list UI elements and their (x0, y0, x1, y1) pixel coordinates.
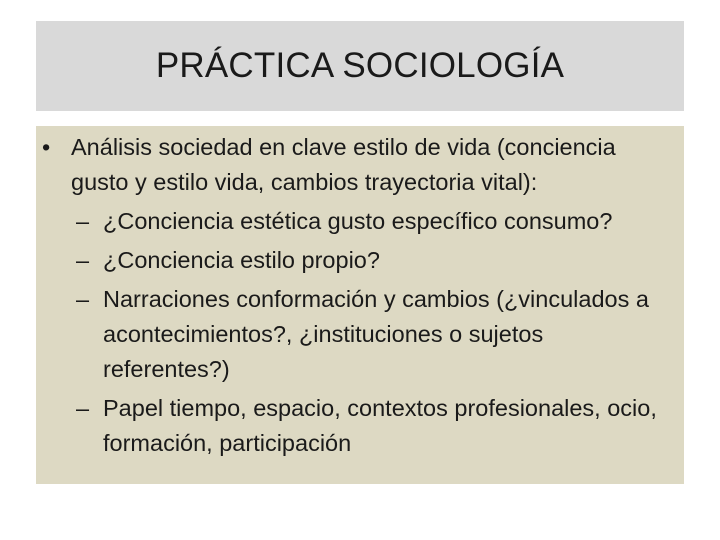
sub-bullet-text: ¿Conciencia estilo propio? (103, 247, 380, 273)
slide-title: PRÁCTICA SOCIOLOGÍA (155, 46, 565, 85)
dash-icon: – (76, 208, 90, 234)
sub-bullet-4 (36, 391, 664, 461)
bullet-main (36, 130, 664, 200)
slide-content (36, 130, 684, 461)
sub-bullet-3 (36, 282, 664, 387)
sub-bullet-text: Papel tiempo, espacio, contextos profesionales, ocio, formación, participación (103, 395, 657, 456)
sub-bullet-1 (36, 204, 664, 239)
dash-icon: – (76, 247, 90, 273)
title-box (36, 21, 684, 111)
dash-icon: – (76, 286, 90, 312)
sub-bullet-2 (36, 243, 664, 278)
bullet-main-text: Análisis sociedad en clave estilo de vida (conciencia gusto y estilo vida, cambios trayectoria vital): (71, 134, 616, 195)
sub-bullet-text: Narraciones conformación y cambios (¿vinculados a acontecimientos?, ¿instituciones o sujetos referentes?) (103, 286, 649, 382)
sub-bullet-text: ¿Conciencia estética gusto específico consumo? (103, 208, 613, 234)
bullet-icon: • (42, 134, 51, 160)
dash-icon: – (76, 395, 90, 421)
